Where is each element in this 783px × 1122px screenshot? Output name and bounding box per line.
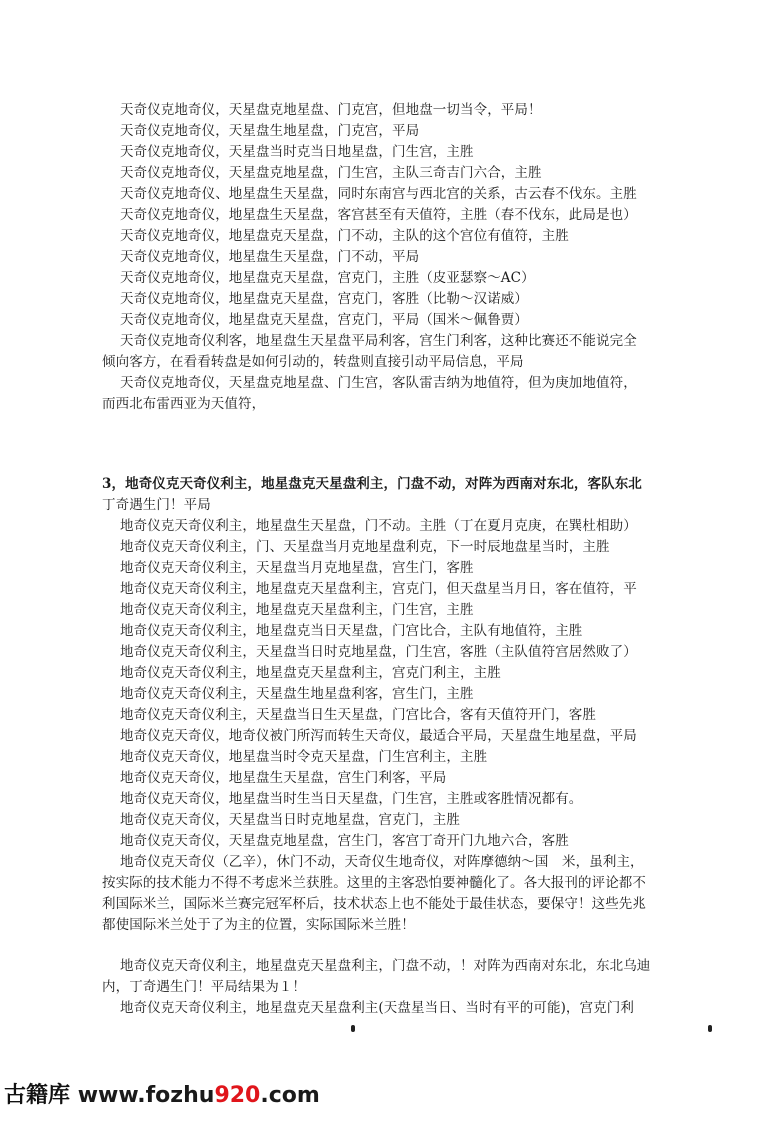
text-line: 地奇仪克天奇仪，天星盘克地星盘，宫生门，客宫丁奇开门九地六合，客胜 xyxy=(120,833,569,849)
watermark-footer xyxy=(4,1080,320,1112)
watermark-site-name: 古籍库 xyxy=(4,1083,71,1108)
text-line: 地奇仪克天奇仪利主，地星盘克天星盘利主，门生宫，主胜 xyxy=(120,602,474,618)
text-line: 地奇仪克天奇仪，地星盘当时令克天星盘，门生宫利主，主胜 xyxy=(120,749,488,765)
text-line: 天奇仪克地奇仪，地星盘克天星盘，宫克门，客胜（比勒～汉诺威） xyxy=(120,291,528,307)
watermark-url-prefix: www.fozhu xyxy=(77,1083,215,1108)
text-line: 天奇仪克地奇仪，地星盘克天星盘，宫克门，平局（国米～佩鲁贾） xyxy=(120,312,528,328)
watermark-url-suffix: .com xyxy=(260,1083,320,1108)
text-line: 而西北布雷西亚为天值符， xyxy=(102,396,266,412)
text-line: 地奇仪克天奇仪利主，天星盘当日生天星盘，门宫比合，客有天值符开门，客胜 xyxy=(120,707,596,723)
text-line: 地奇仪克天奇仪利主，天星盘当日时克地星盘，门生宫，客胜（主队值符宫居然败了） xyxy=(120,644,637,660)
text-line: 天奇仪克地奇仪，天星盘克地星盘、门克宫，但地盘一切当令，平局！ xyxy=(120,102,542,118)
text-line: 天奇仪克地奇仪利客，地星盘生天星盘平局利客，宫生门利客，这种比赛还不能说完全 xyxy=(120,333,637,349)
text-line: 地奇仪克天奇仪，地星盘当时生当日天星盘，门生宫，主胜或客胜情况都有。 xyxy=(120,791,583,807)
text-line: 地奇仪克天奇仪利主，地星盘克天星盘利主，宫克门，但天盘星当月日，客在值符，平 xyxy=(120,581,637,597)
text-line: 地奇仪克天奇仪，地奇仪被门所泻而转生天奇仪，最适合平局，天星盘生地星盘，平局 xyxy=(120,728,637,744)
text-line: 地奇仪克天奇仪（乙辛），休门不动，天奇仪生地奇仪，对阵摩德纳～国 米，虽利主， xyxy=(120,854,644,870)
scan-mark xyxy=(351,1025,355,1032)
text-line: 地奇仪克天奇仪利主，地星盘克当日天星盘，门宫比合，主队有地值符，主胜 xyxy=(120,623,583,639)
text-line: 都使国际米兰处于了为主的位置，实际国际米兰胜！ xyxy=(102,917,415,933)
text-line: 天奇仪克地奇仪，地星盘生天星盘，门不动，平局 xyxy=(120,249,420,265)
text-line: 地奇仪克天奇仪利主，门、天星盘当月克地星盘利克，下一时辰地盘星当时，主胜 xyxy=(120,539,610,555)
text-line: 内，丁奇遇生门！平局结果为１！ xyxy=(102,979,306,995)
text-line: 地奇仪克天奇仪，天星盘当日时克地星盘，宫克门，主胜 xyxy=(120,812,460,828)
text-line: 天奇仪克地奇仪，地星盘克天星盘，宫克门，主胜（皮亚瑟察～AC） xyxy=(120,270,535,286)
text-line: 天奇仪克地奇仪，天星盘生地星盘，门克宫，平局 xyxy=(120,123,420,139)
text-line: 天奇仪克地奇仪，天星盘当时克当日地星盘，门生宫，主胜 xyxy=(120,144,474,160)
text-line: 地奇仪克天奇仪利主，天星盘生地星盘利客，宫生门，主胜 xyxy=(120,686,474,702)
text-line: 地奇仪克天奇仪利主，地星盘克天星盘利主，门盘不动，！对阵为西南对东北，东北乌迪 xyxy=(120,958,651,974)
text-line: 天奇仪克地奇仪，天星盘克地星盘、门生宫，客队雷吉纳为地值符，但为庚加地值符， xyxy=(120,375,637,391)
text-line: 地奇仪克天奇仪利主，地星盘生天星盘，门不动。主胜（丁在夏月克庚，在巽杜相助） xyxy=(120,518,637,534)
text-line: 天奇仪克地奇仪，地星盘克天星盘，门不动，主队的这个宫位有值符，主胜 xyxy=(120,228,569,244)
text-line: 地奇仪克天奇仪，地星盘生天星盘，宫生门利客，平局 xyxy=(120,770,447,786)
text-line: 天奇仪克地奇仪，地星盘生天星盘，客宫甚至有天值符，主胜（春不伐东，此局是也） xyxy=(120,207,637,223)
text-line: 丁奇遇生门！平局 xyxy=(102,497,211,513)
text-line: 地奇仪克天奇仪利主，天星盘当月克地星盘，宫生门，客胜 xyxy=(120,560,474,576)
text-line: 地奇仪克天奇仪利主，地星盘克天星盘利主，宫克门利主，主胜 xyxy=(120,665,501,681)
text-line: 天奇仪克地奇仪、地星盘生天星盘，同时东南宫与西北宫的关系，古云春不伐东。主胜 xyxy=(120,186,637,202)
text-line: 天奇仪克地奇仪，天星盘克地星盘，门生宫，主队三奇吉门六合，主胜 xyxy=(120,165,542,181)
text-line: 利国际米兰，国际米兰赛完冠军杯后，技术状态上也不能处于最佳状态，要保守！这些先兆 xyxy=(102,896,646,912)
text-line: 按实际的技术能力不得不考虑米兰获胜。这里的主客恐怕要神髓化了。各大报刊的评论都不 xyxy=(102,875,646,891)
text-line: 地奇仪克天奇仪利主，地星盘克天星盘利主(天盘星当日、当时有平的可能)，宫克门利 xyxy=(120,1000,634,1016)
section-heading: 3，地奇仪克天奇仪利主，地星盘克天星盘利主，门盘不动，对阵为西南对东北，客队东北 xyxy=(102,476,642,492)
text-line: 倾向客方，在看看转盘是如何引动的，转盘则直接引动平局信息，平局 xyxy=(102,354,524,370)
scan-mark xyxy=(708,1025,712,1032)
watermark-url-number: 920 xyxy=(214,1083,261,1108)
